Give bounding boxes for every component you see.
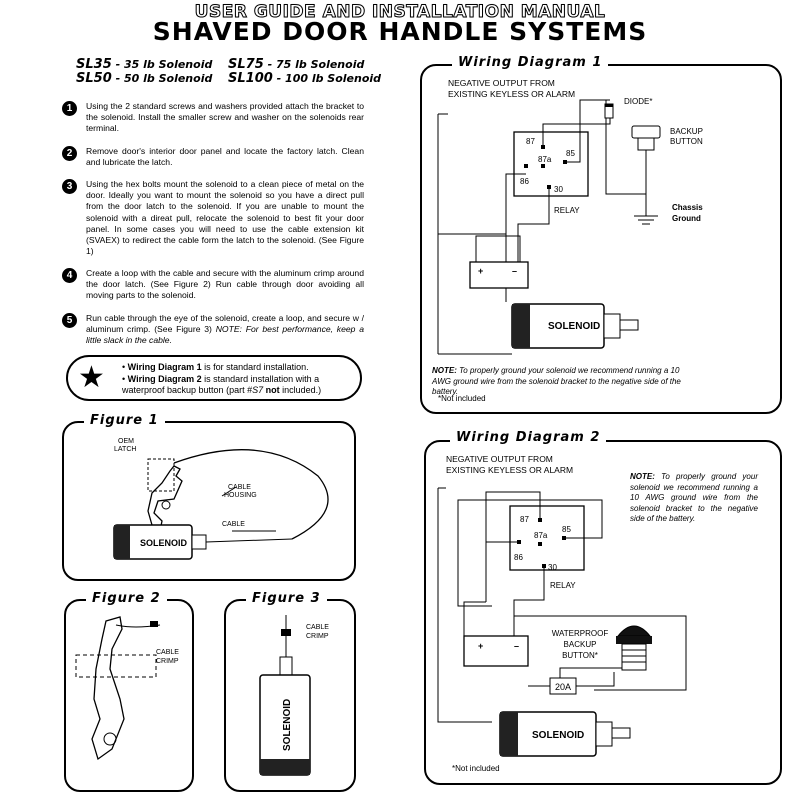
w1-chassis-ground-label: Chassis Ground [672,203,703,223]
step-number: 1 [62,101,77,116]
step-number: 2 [62,146,77,161]
figure-2-crimp-label: CABLE CRIMP [156,649,179,665]
model-sl100: SL100 - 100 lb Solenoid [228,71,382,86]
w2-waterproof-button [618,626,650,636]
model-sl35: SL35 - 35 lb Solenoid [76,57,213,72]
page-title: SHAVED DOOR HANDLE SYSTEMS [152,17,648,46]
w1-pin-87: 87 [526,137,535,146]
cable-housing-label: CABLE HOUSING [224,484,257,499]
model-sl75: SL75 - 75 lb Solenoid [228,57,365,72]
w2-pin-87a: 87a [534,531,548,540]
step-number: 3 [62,179,77,194]
w1-pin-30: 30 [554,185,563,194]
info-callout [66,355,362,401]
figure-2-drawing [64,599,194,792]
w2-waterproof-label: WATERPROOF BACKUP BUTTON* [551,629,609,660]
w1-relay-label: RELAY [554,206,580,215]
svg-text:–: – [514,641,520,651]
w1-solenoid-label: SOLENOID [548,321,601,332]
step-number: 5 [62,313,77,328]
w2-not-included: *Not included [452,764,500,773]
figure-2-title: Figure 2 [86,591,167,606]
w2-ground-note: NOTE: To properly ground your solenoid we recommend running a 10 AWG ground wire from the solenoid bracket to the negative side of the battery. [630,472,758,523]
w2-solenoid-label: SOLENOID [532,730,585,741]
svg-text:+: + [478,266,484,276]
svg-text:–: – [512,266,518,276]
w2-pin-30: 30 [548,563,557,572]
model-sl50: SL50 - 50 lb Solenoid [76,71,213,86]
figure-1-drawing [62,421,356,581]
figure-1-title: Figure 1 [84,413,165,428]
step-text: Create a loop with the cable and secure with the aluminum crimp around the door latch. (See Figure 2) Run cable through door avoiding all moving parts to the solenoid. [86,268,364,301]
svg-text:+: + [478,641,484,651]
figure-3-solenoid-label: SOLENOID [282,698,293,751]
wiring-diagram-1-drawing [420,64,782,414]
step-text: Run cable through the eye of the solenoid, create a loop, and secure w / aluminum crimp. (See Figure 3) NOTE: For best performance, keep a little slack in the cable. [86,313,364,346]
w2-fuse-label: 20A [555,682,572,692]
wiring-diagram-1-title: Wiring Diagram 1 [452,55,608,70]
w1-pin-87a: 87a [538,155,552,164]
w1-backup-label: BACKUP BUTTON [670,127,703,146]
w1-ground-note: NOTE: To properly ground your solenoid we recommend running a 10 AWG ground wire from the solenoid bracket to the negative side of the battery. [432,366,681,396]
star-icon: ★ [78,361,105,394]
figure-1-solenoid-label: SOLENOID [140,538,188,548]
cable-label: CABLE [222,521,245,528]
callout-text: • Wiring Diagram 1 is for standard installation. • Wiring Diagram 2 is standard installation with a waterproof backup button (part #S7 not included.) [122,362,322,395]
figure-3-title: Figure 3 [246,591,327,606]
w2-relay-label: RELAY [550,581,576,590]
oem-latch-label: OEM LATCH [114,438,137,453]
w1-neg-output-label: NEGATIVE OUTPUT FROM EXISTING KEYLESS OR ALARM [448,78,576,99]
w2-pin-85: 85 [562,525,571,534]
figure-3-crimp-label: CABLE CRIMP [306,624,329,640]
step-text: Remove door's interior door panel and locate the factory latch. Clean and lubricate the latch. [86,146,364,168]
wiring-diagram-2-title: Wiring Diagram 2 [450,430,606,445]
step-text: Using the 2 standard screws and washers provided attach the bracket to the solenoid. Install the smaller screw and washer on the solenoids rear terminal. [86,101,364,134]
w2-pin-87: 87 [520,515,529,524]
w1-not-included: *Not included [438,394,486,403]
w1-pin-85: 85 [566,149,575,158]
manual-subtitle: USER GUIDE AND INSTALLATION MANUAL [194,2,606,22]
step-text: Using the hex bolts mount the solenoid to a clean piece of metal on the door. Ideally you want to mount the solenoid so you have a direct pull from the door latch to the solenoid. If you are unable to mount the solenoid with a direat pull, relocate the solenoid to best fit your door panel. In some cases you will need to use the cable extension kit (SVAEX) to redirect the cable form the latch to the solenoid. (See Figure 1) [86,179,364,257]
w1-backup-button [632,126,660,138]
figure-3-drawing [224,599,356,792]
w1-diode-label: DIODE* [624,97,653,106]
w1-pin-86: 86 [520,177,529,186]
w2-neg-output-label: NEGATIVE OUTPUT FROM EXISTING KEYLESS OR ALARM [446,454,574,475]
w2-pin-86: 86 [514,553,523,562]
step-number: 4 [62,268,77,283]
